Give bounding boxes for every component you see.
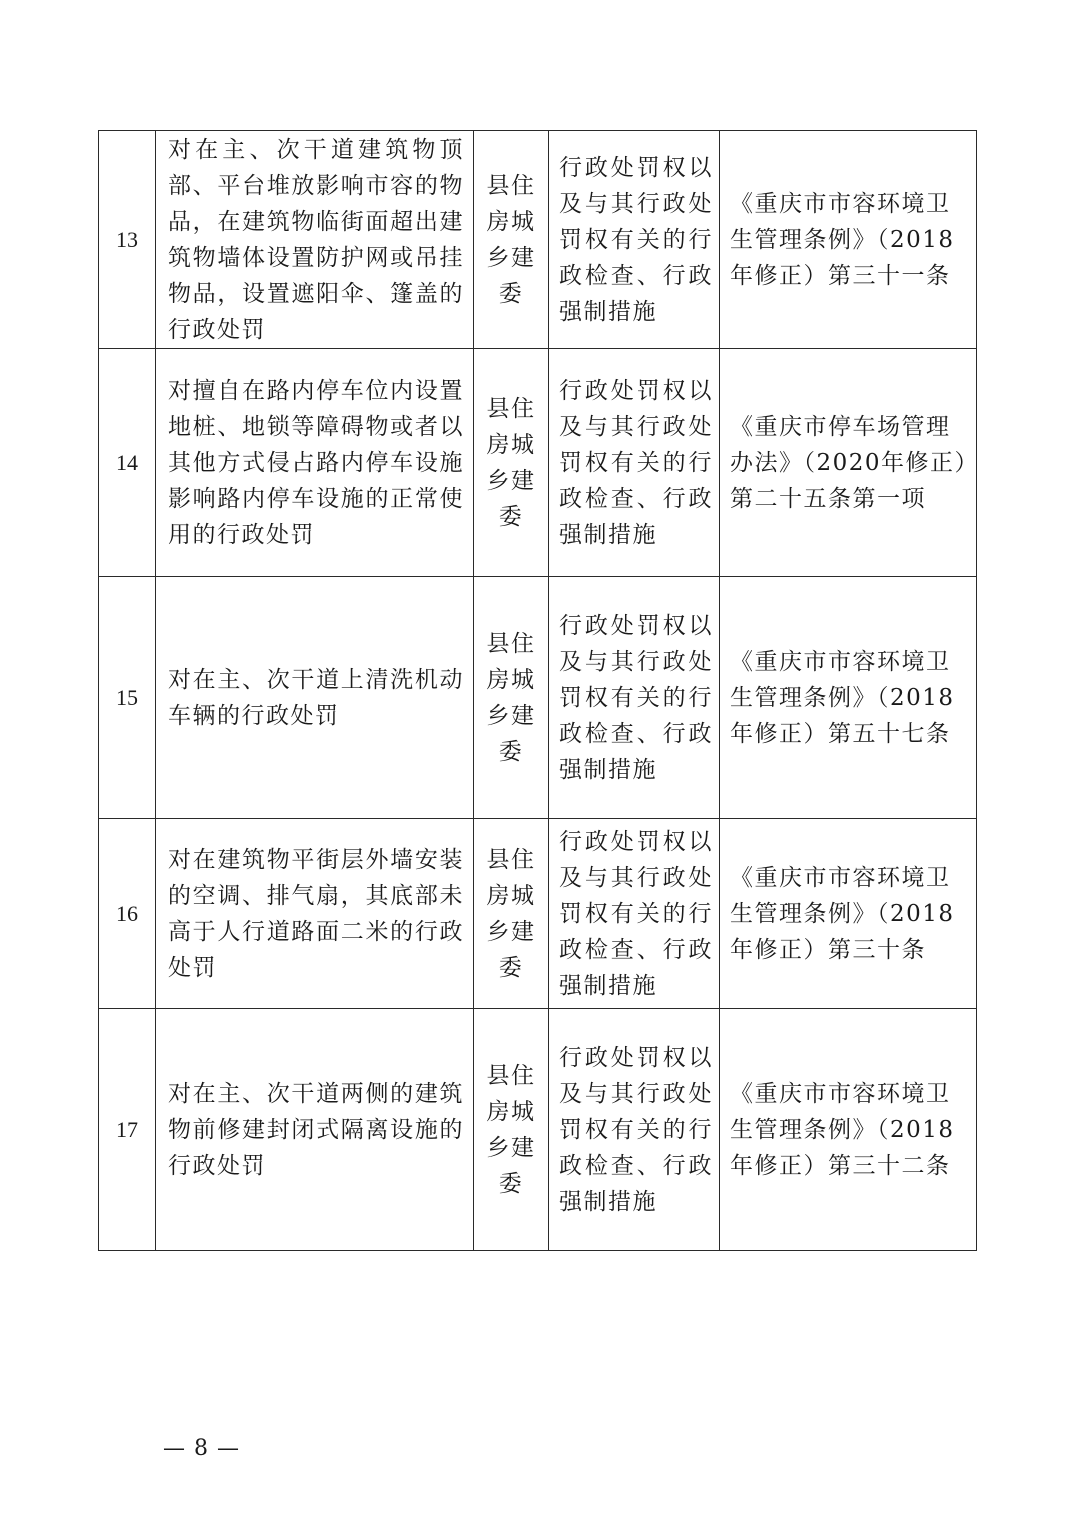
authority: 县住 房城 乡建 委 (474, 1009, 549, 1251)
power-scope: 行政处罚权以及与其行政处罚权有关的行政检查、行政强制措施 (549, 131, 720, 349)
item-name: 对在主、次干道建筑物顶部、平台堆放影响市容的物品，在建筑物临街面超出建筑物墙体设置防护网或吊挂物品，设置遮阳伞、篷盖的行政处罚 (156, 131, 474, 349)
table-row (99, 1009, 977, 1251)
item-name: 对在建筑物平街层外墙安装的空调、排气扇，其底部未高于人行道路面二米的行政处罚 (156, 819, 474, 1009)
legal-basis: 《重庆市市容环境卫生管理条例》（2018年修正）第三十一条 (720, 131, 977, 349)
page-number: — 8 — (163, 1436, 240, 1461)
authority: 县住 房城 乡建 委 (474, 131, 549, 349)
power-scope: 行政处罚权以及与其行政处罚权有关的行政检查、行政强制措施 (549, 577, 720, 819)
legal-basis: 《重庆市市容环境卫生管理条例》（2018年修正）第三十条 (720, 819, 977, 1009)
row-number: 17 (99, 1009, 156, 1251)
row-number: 16 (99, 819, 156, 1009)
authority: 县住 房城 乡建 委 (474, 819, 549, 1009)
row-number: 14 (99, 349, 156, 577)
table-row (99, 577, 977, 819)
row-number: 15 (99, 577, 156, 819)
authority: 县住 房城 乡建 委 (474, 577, 549, 819)
legal-basis: 《重庆市停车场管理办法》（2020年修正）第二十五条第一项 (720, 349, 977, 577)
row-number: 13 (99, 131, 156, 349)
power-scope: 行政处罚权以及与其行政处罚权有关的行政检查、行政强制措施 (549, 1009, 720, 1251)
authority: 县住 房城 乡建 委 (474, 349, 549, 577)
power-scope: 行政处罚权以及与其行政处罚权有关的行政检查、行政强制措施 (549, 819, 720, 1009)
legal-basis: 《重庆市市容环境卫生管理条例》（2018年修正）第三十二条 (720, 1009, 977, 1251)
table-row (99, 131, 977, 349)
item-name: 对擅自在路内停车位内设置地桩、地锁等障碍物或者以其他方式侵占路内停车设施影响路内停车设施的正常使用的行政处罚 (156, 349, 474, 577)
item-name: 对在主、次干道两侧的建筑物前修建封闭式隔离设施的行政处罚 (156, 1009, 474, 1251)
table-row (99, 819, 977, 1009)
power-scope: 行政处罚权以及与其行政处罚权有关的行政检查、行政强制措施 (549, 349, 720, 577)
legal-basis: 《重庆市市容环境卫生管理条例》（2018年修正）第五十七条 (720, 577, 977, 819)
table-row (99, 349, 977, 577)
enforcement-items-table (98, 130, 977, 1251)
item-name: 对在主、次干道上清洗机动车辆的行政处罚 (156, 577, 474, 819)
